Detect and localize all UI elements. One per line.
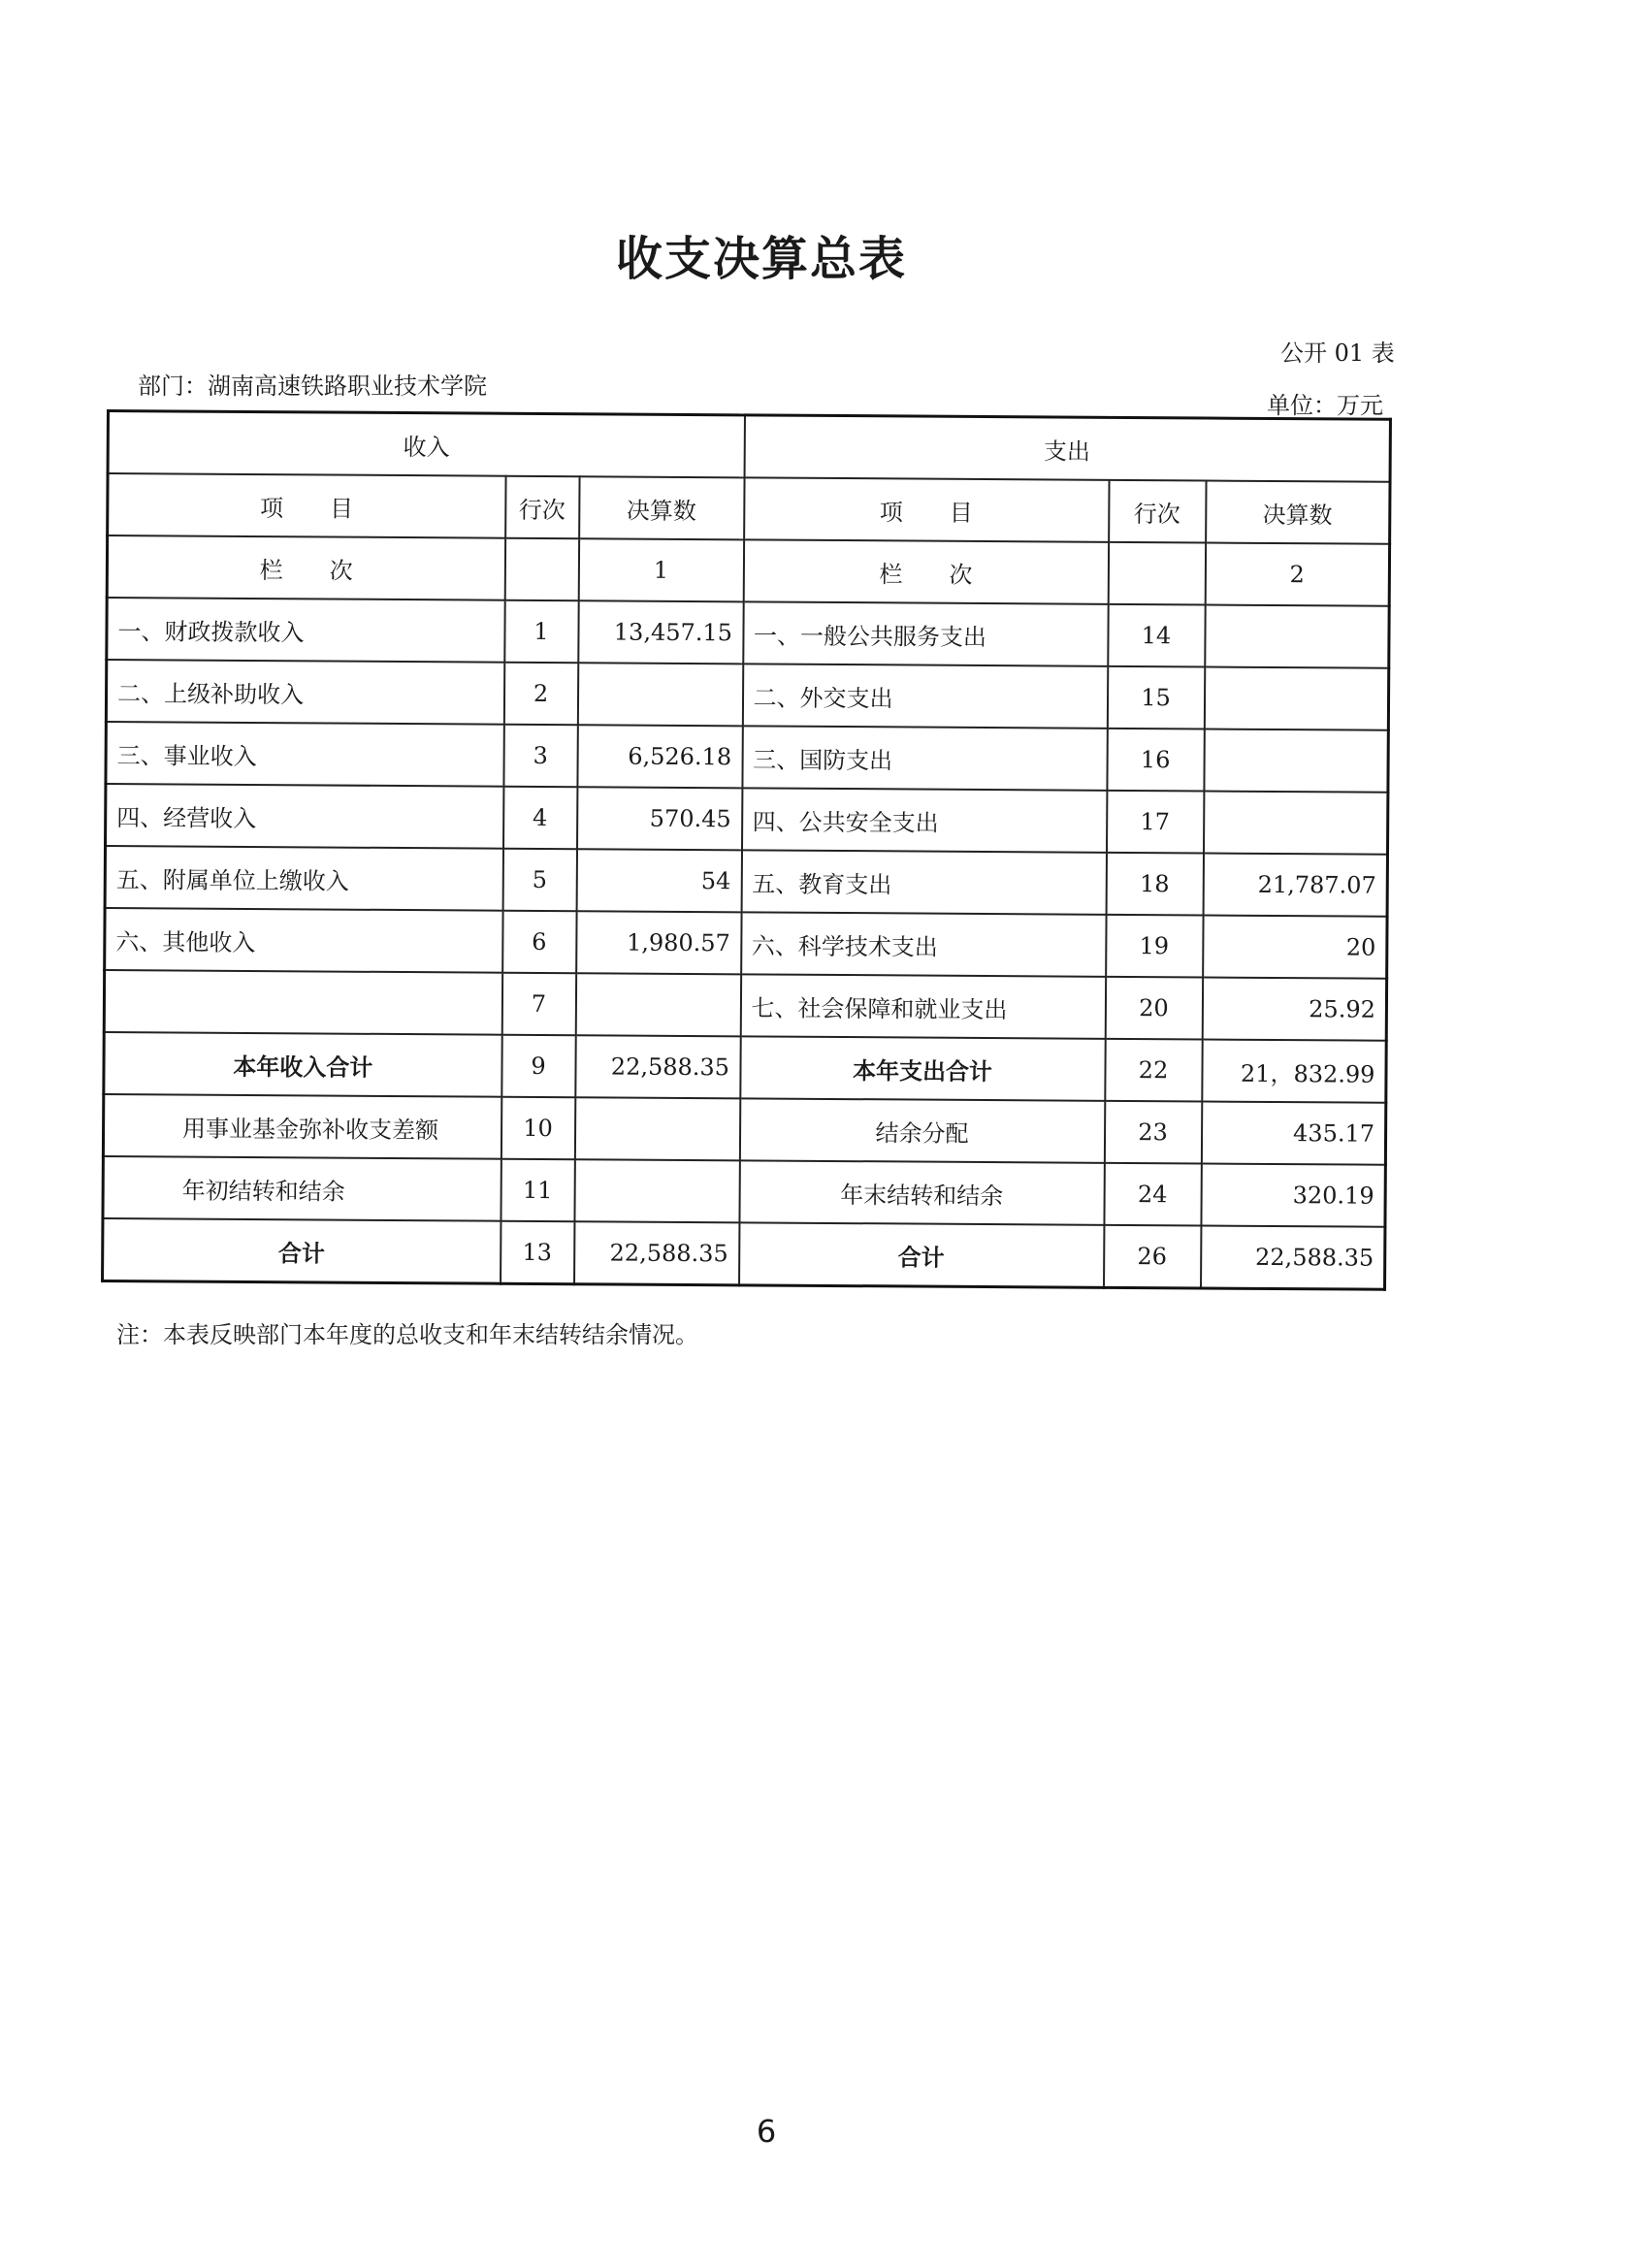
income-item-header: 项 目 <box>108 473 505 538</box>
table-row <box>106 784 1388 855</box>
income-row-no: 13 <box>501 1221 574 1284</box>
expense-row-no: 26 <box>1104 1225 1201 1288</box>
expense-index-value: 2 <box>1205 543 1389 606</box>
income-row-no: 6 <box>502 911 576 974</box>
expense-row-no: 17 <box>1106 791 1203 854</box>
income-amount <box>577 663 742 726</box>
income-item: 二、上级补助收入 <box>106 660 503 725</box>
expense-amount <box>1205 605 1389 668</box>
expense-amount: 21,787.07 <box>1203 854 1387 917</box>
page-number: 6 <box>756 2113 777 2150</box>
expense-amount: 25.92 <box>1202 978 1386 1041</box>
income-index-label: 栏 次 <box>107 535 504 600</box>
income-amount: 6,526.18 <box>577 725 742 788</box>
income-item <box>104 970 501 1035</box>
income-item: 四、经营收入 <box>106 784 503 849</box>
expense-row-no: 20 <box>1105 977 1202 1040</box>
expense-section-header: 支出 <box>744 415 1390 482</box>
income-row-no: 9 <box>501 1035 575 1098</box>
expense-row-no: 22 <box>1105 1039 1202 1102</box>
expense-item: 一、一般公共服务支出 <box>743 601 1108 665</box>
income-subtotal-label: 本年收入合计 <box>104 1032 501 1097</box>
table-row <box>103 1156 1385 1227</box>
income-row-no: 10 <box>501 1097 574 1160</box>
department-label: 部门：湖南高速铁路职业技术学院 <box>138 373 487 400</box>
expense-amount: 20 <box>1203 916 1387 979</box>
expense-item: 七、社会保障和就业支出 <box>740 974 1105 1038</box>
expense-row-no: 14 <box>1108 604 1205 667</box>
expense-amount <box>1203 792 1387 855</box>
expense-item: 年末结转和结余 <box>739 1160 1104 1224</box>
income-item: 五、附属单位上缴收入 <box>105 846 502 911</box>
expense-item: 结余分配 <box>739 1098 1104 1162</box>
income-section-header: 收入 <box>108 411 744 478</box>
expense-item-header: 项 目 <box>744 477 1109 541</box>
table-row-total <box>103 1218 1385 1289</box>
expense-amount: 435.17 <box>1201 1102 1385 1165</box>
table-row <box>107 598 1389 668</box>
income-expense-summary-table <box>101 409 1392 1291</box>
income-row-no: 2 <box>503 663 577 726</box>
income-item: 一、财政拨款收入 <box>107 598 504 663</box>
table-row <box>106 660 1388 730</box>
table-section-header-row <box>108 411 1390 482</box>
table-column-header-row <box>108 473 1390 544</box>
expense-subtotal-label: 本年支出合计 <box>740 1036 1105 1100</box>
income-row-no: 5 <box>502 849 576 912</box>
income-row-no: 11 <box>501 1159 574 1222</box>
income-amount: 1,980.57 <box>576 911 741 974</box>
expense-item: 四、公共安全支出 <box>742 788 1107 852</box>
expense-row-no-header: 行次 <box>1109 480 1206 543</box>
expense-amount-header: 决算数 <box>1206 481 1390 544</box>
expense-amount: 22,588.35 <box>1201 1225 1385 1289</box>
table-column-index-row <box>107 535 1389 606</box>
table-row <box>105 846 1387 917</box>
income-row-no: 4 <box>503 787 577 850</box>
income-amount: 22,588.35 <box>574 1221 739 1285</box>
income-row-no: 1 <box>504 600 578 664</box>
expense-row-no: 23 <box>1104 1101 1201 1164</box>
income-amount: 22,588.35 <box>575 1035 740 1098</box>
expense-amount: 320.19 <box>1201 1164 1385 1227</box>
expense-amount <box>1204 729 1388 793</box>
income-amount <box>575 973 740 1036</box>
income-row-no: 3 <box>503 725 577 788</box>
unit-label: 单位：万元 <box>1267 392 1383 419</box>
summary-table-wrapper <box>101 409 1389 1291</box>
expense-row-no: 15 <box>1107 666 1204 729</box>
expense-row-no: 24 <box>1104 1163 1201 1226</box>
expense-amount <box>1204 667 1388 730</box>
table-row <box>104 970 1386 1041</box>
expense-row-no: 18 <box>1106 853 1203 916</box>
income-amount: 570.45 <box>577 787 742 850</box>
income-amount: 54 <box>576 849 741 912</box>
table-row <box>106 722 1388 793</box>
expense-index-label: 栏 次 <box>743 539 1108 603</box>
expense-amount: 21，832.99 <box>1202 1040 1386 1103</box>
income-item: 六、其他收入 <box>105 908 502 973</box>
expense-index-empty <box>1108 542 1205 605</box>
expense-row-no: 19 <box>1106 915 1203 978</box>
income-amount-header: 决算数 <box>579 476 744 539</box>
income-amount <box>574 1159 739 1222</box>
expense-item: 五、教育支出 <box>741 850 1106 914</box>
expense-item: 三、国防支出 <box>742 726 1107 790</box>
income-amount <box>574 1097 739 1160</box>
table-row-subtotal <box>104 1032 1386 1103</box>
expense-item: 六、科学技术支出 <box>741 912 1106 976</box>
income-item: 三、事业收入 <box>106 722 503 787</box>
table-row <box>105 908 1387 979</box>
income-row-no-header: 行次 <box>505 476 579 539</box>
expense-total-label: 合计 <box>739 1222 1104 1287</box>
page-title: 收支决算总表 <box>615 232 907 286</box>
table-note: 注：本表反映部门本年度的总收支和年末结转结余情况。 <box>116 1321 698 1348</box>
table-row <box>103 1094 1385 1165</box>
income-row-no: 7 <box>501 973 575 1036</box>
income-index-value: 1 <box>578 538 743 601</box>
income-item: 年初结转和结余 <box>103 1156 501 1221</box>
income-amount: 13,457.15 <box>578 600 743 664</box>
expense-row-no: 16 <box>1107 729 1204 792</box>
form-number: 公开 01 表 <box>1280 340 1395 367</box>
expense-item: 二、外交支出 <box>742 664 1107 728</box>
income-total-label: 合计 <box>103 1218 501 1283</box>
income-index-empty <box>504 538 578 601</box>
income-item: 用事业基金弥补收支差额 <box>103 1094 501 1159</box>
